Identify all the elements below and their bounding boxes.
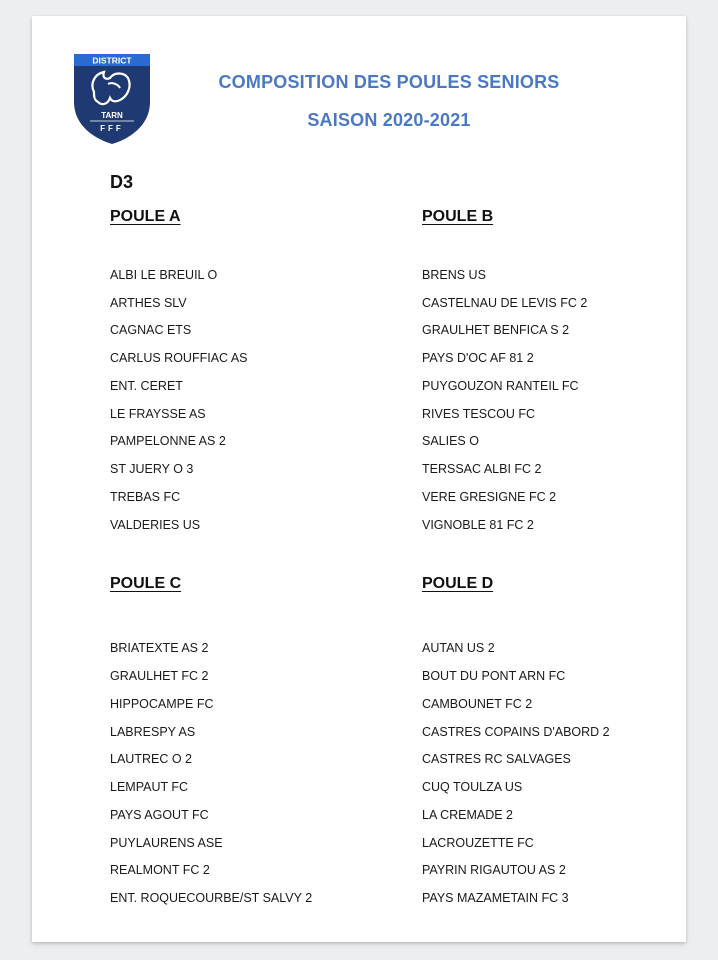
- list-item: RIVES TESCOU FC: [422, 407, 535, 421]
- list-item: LEMPAUT FC: [110, 780, 189, 794]
- list-item: VERE GRESIGNE FC 2: [422, 490, 557, 504]
- list-item: GRAULHET BENFICA S 2: [422, 323, 570, 337]
- list-item: PUYGOUZON RANTEIL FC: [422, 379, 579, 393]
- list-item: SALIES O: [422, 434, 479, 448]
- list-item: ENT. CERET: [110, 379, 183, 393]
- list-item: LABRESPY AS: [110, 725, 196, 739]
- poule-c-title: POULE C: [110, 575, 182, 592]
- list-item: ST JUERY O 3: [110, 462, 194, 476]
- list-item: LA CREMADE 2: [422, 808, 514, 822]
- list-item: CAGNAC ETS: [110, 323, 192, 337]
- list-item: BRENS US: [422, 268, 486, 282]
- list-item: TERSSAC ALBI FC 2: [422, 462, 542, 476]
- poule-b-title: POULE B: [422, 208, 494, 225]
- list-item: PUYLAURENS ASE: [110, 836, 223, 850]
- list-item: CASTELNAU DE LEVIS FC 2: [422, 296, 588, 310]
- list-item: BRIATEXTE AS 2: [110, 641, 209, 655]
- season-subtitle: SAISON 2020-2021: [307, 110, 471, 130]
- logo-district-text: DISTRICT: [92, 55, 132, 66]
- list-item: REALMONT FC 2: [110, 863, 210, 877]
- list-item: VALDERIES US: [110, 518, 201, 532]
- list-item: LAUTREC O 2: [110, 752, 192, 766]
- list-item: HIPPOCAMPE FC: [110, 697, 214, 711]
- document-page: [32, 16, 686, 942]
- list-item: PAYRIN RIGAUTOU AS 2: [422, 863, 566, 877]
- list-item: TREBAS FC: [110, 490, 181, 504]
- list-item: CAMBOUNET FC 2: [422, 697, 533, 711]
- list-item: ENT. ROQUECOURBE/ST SALVY 2: [110, 891, 313, 905]
- list-item: CARLUS ROUFFIAC AS: [110, 351, 248, 365]
- list-item: AUTAN US 2: [422, 641, 495, 655]
- document-title: COMPOSITION DES POULES SENIORS: [218, 72, 560, 92]
- logo-tarn-text: TARN: [101, 111, 123, 120]
- list-item: PAYS D'OC AF 81 2: [422, 351, 534, 365]
- list-item: PAYS AGOUT FC: [110, 808, 209, 822]
- list-item: CASTRES COPAINS D'ABORD 2: [422, 725, 610, 739]
- list-item: BOUT DU PONT ARN FC: [422, 669, 566, 683]
- logo-fff-text: FFF: [100, 124, 124, 133]
- division-label: D3: [110, 172, 134, 192]
- list-item: VIGNOBLE 81 FC 2: [422, 518, 534, 532]
- district-tarn-logo: [72, 44, 152, 146]
- list-item: CUQ TOULZA US: [422, 780, 523, 794]
- list-item: LE FRAYSSE AS: [110, 407, 206, 421]
- list-item: PAYS MAZAMETAIN FC 3: [422, 891, 569, 905]
- list-item: PAMPELONNE AS 2: [110, 434, 226, 448]
- poule-d-title: POULE D: [422, 575, 494, 592]
- list-item: ARTHES SLV: [110, 296, 187, 310]
- list-item: CASTRES RC SALVAGES: [422, 752, 571, 766]
- list-item: LACROUZETTE FC: [422, 836, 534, 850]
- list-item: GRAULHET FC 2: [110, 669, 209, 683]
- list-item: ALBI LE BREUIL O: [110, 268, 218, 282]
- poule-a-title: POULE A: [110, 208, 181, 225]
